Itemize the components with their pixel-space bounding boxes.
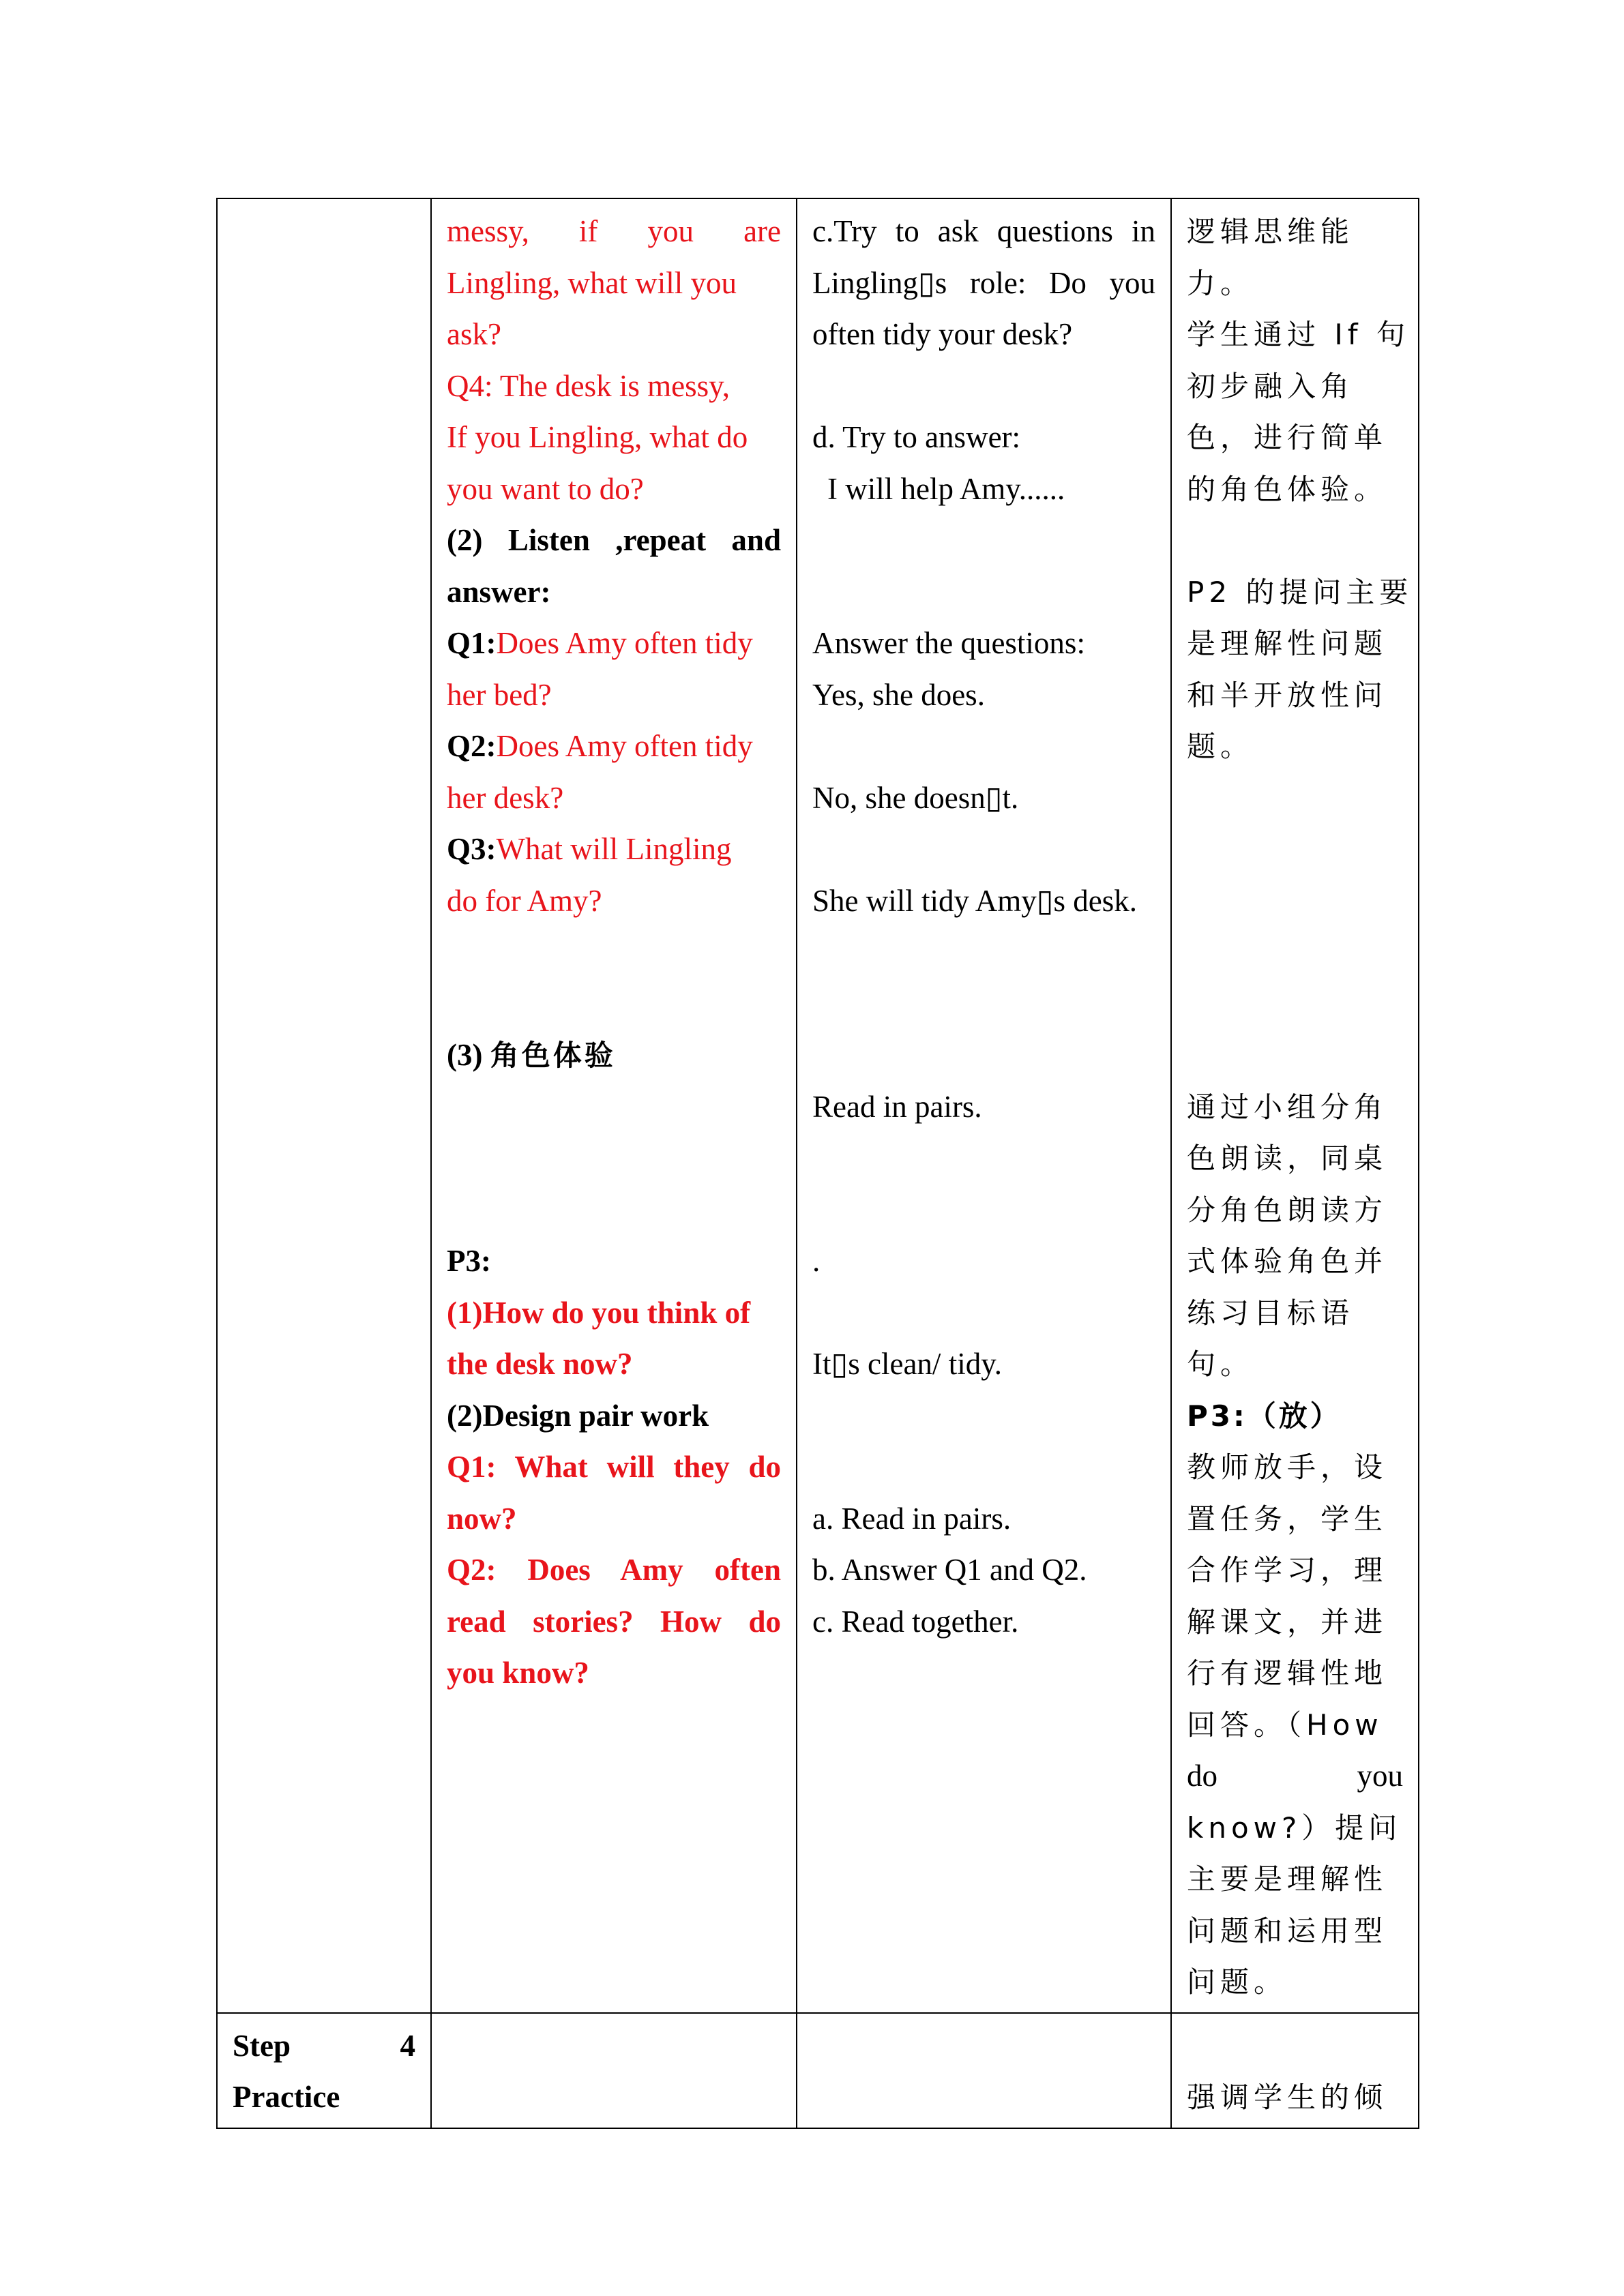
- pair-question-line: Q2: Does Amy often: [447, 1553, 781, 1587]
- question-line: [447, 721, 781, 773]
- q4-text-line: you want to do?: [447, 471, 644, 506]
- step-number: 4: [400, 2028, 415, 2063]
- activity-line: I will help Amy......: [827, 471, 1065, 506]
- activity-line: c.Try to ask questions in: [812, 214, 1155, 248]
- intent-word: you: [1357, 1759, 1403, 1793]
- intent-line: 句。: [1187, 1347, 1254, 1381]
- teacher-activity-cell: [431, 198, 797, 2013]
- intent-line: 力。: [1187, 266, 1254, 300]
- step-label: [233, 2021, 415, 2072]
- teacher-activity-cell: [431, 2013, 797, 2128]
- pair-question-line: now?: [447, 1501, 517, 1536]
- intent-line: 式体验角色并: [1187, 1244, 1388, 1278]
- p3-heading: P3:（放）: [1187, 1399, 1342, 1433]
- p3-label: P3:: [447, 1244, 491, 1278]
- intent-line: 和半开放性问: [1187, 678, 1388, 712]
- question-line: [447, 618, 781, 670]
- intent-line: 通过小组分角: [1187, 1090, 1388, 1124]
- activity-line: .: [812, 1244, 821, 1278]
- answer-heading: Answer the questions:: [812, 626, 1085, 660]
- intent-line: 初步融入角: [1187, 369, 1355, 403]
- activity-line: It▯s clean/ tidy.: [812, 1347, 1003, 1381]
- activity-line: Lingling▯s role: Do you: [812, 265, 1155, 300]
- intent-line: 分角色朗读方: [1187, 1193, 1388, 1227]
- intent-line: 色朗读，同桌: [1187, 1142, 1388, 1175]
- q3-text: What will Lingling: [496, 832, 732, 866]
- role-prefix: (3): [447, 1038, 483, 1072]
- q3-text-cont: do for Amy?: [447, 883, 602, 918]
- lesson-plan-table: [216, 198, 1419, 2129]
- activity-line: d. Try to answer:: [812, 420, 1021, 454]
- intent-line: 色，进行简单: [1187, 421, 1388, 454]
- intent-line: 是理解性问题: [1187, 627, 1388, 660]
- step-cell: [217, 2013, 431, 2128]
- question-line: [447, 824, 781, 876]
- q4-text-line: If you Lingling, what do: [447, 420, 748, 454]
- role-play-heading: [447, 1030, 781, 1082]
- activity-line: often tidy your desk?: [812, 317, 1073, 351]
- answer-line: She will tidy Amy▯s desk.: [812, 883, 1138, 918]
- q3-label: Q3:: [447, 832, 497, 866]
- intent-line: 行有逻辑性地: [1187, 1656, 1388, 1690]
- table-row: [217, 198, 1419, 2013]
- student-activity-cell: [797, 2013, 1171, 2128]
- q2-text-cont: her desk?: [447, 780, 564, 815]
- q4-text-line: Q4: The desk is messy,: [447, 368, 730, 403]
- p3-question-line: the desk now?: [447, 1347, 633, 1381]
- q3-text-line: messy, if you are: [447, 214, 781, 248]
- design-intent-cell: [1171, 198, 1419, 2013]
- intent-line: P2 的提问主要: [1187, 575, 1413, 609]
- design-pair-work: (2)Design pair work: [447, 1398, 709, 1433]
- intent-line: 强调学生的倾: [1187, 2081, 1388, 2114]
- role-text: 角色体验: [490, 1039, 616, 1072]
- q1-text: Does Amy often tidy: [496, 626, 753, 660]
- intent-line: know?）提问: [1187, 1810, 1402, 1845]
- intent-line: 合作学习，理: [1187, 1553, 1388, 1587]
- step-word: Step: [233, 2028, 291, 2063]
- q2-text: Does Amy often tidy: [496, 729, 753, 763]
- intent-line: 学生通过 If 句: [1187, 318, 1410, 351]
- pair-question-line: Q1: What will they do: [447, 1450, 781, 1484]
- step-cell-empty: [217, 198, 431, 2013]
- q3-text-line: ask?: [447, 317, 501, 351]
- activity-line: b. Answer Q1 and Q2.: [812, 1553, 1087, 1587]
- design-intent-cell: [1171, 2013, 1419, 2128]
- listen-heading: answer:: [447, 574, 551, 609]
- q1-label: Q1:: [447, 626, 497, 660]
- answer-line: Yes, she does.: [812, 677, 985, 712]
- q1-text-cont: her bed?: [447, 677, 552, 712]
- table-row: [217, 2013, 1419, 2128]
- intent-line: 问题和运用型: [1187, 1913, 1388, 1948]
- p3-question-line: (1)How do you think of: [447, 1295, 751, 1330]
- intent-line: 回答。（How: [1187, 1708, 1383, 1742]
- intent-line: 置任务，学生: [1187, 1502, 1388, 1536]
- q3-text-line: Lingling, what will you: [447, 265, 737, 300]
- listen-heading: (2) Listen ,repeat and: [447, 523, 781, 557]
- intent-line: 解课文，并进: [1187, 1605, 1388, 1639]
- step-name: Practice: [233, 2080, 340, 2114]
- student-activity-cell: [797, 198, 1171, 2013]
- intent-word: do: [1187, 1759, 1217, 1793]
- activity-line: c. Read together.: [812, 1604, 1019, 1639]
- activity-line: a. Read in pairs.: [812, 1501, 1012, 1536]
- intent-line: 问题。: [1187, 1965, 1288, 1999]
- answer-line: No, she doesn▯t.: [812, 780, 1019, 815]
- intent-line: 的角色体验。: [1187, 472, 1388, 506]
- intent-line: 逻辑思维能: [1187, 215, 1355, 248]
- intent-line: 教师放手，设: [1187, 1450, 1388, 1484]
- intent-line: 题。: [1187, 730, 1254, 763]
- intent-line: 主要是理解性: [1187, 1862, 1388, 1896]
- pair-question-line: you know?: [447, 1656, 589, 1690]
- intent-line: 练习目标语: [1187, 1296, 1355, 1330]
- pair-question-line: read stories? How do: [447, 1604, 781, 1639]
- intent-line-split: [1187, 1750, 1403, 1802]
- q2-label: Q2:: [447, 729, 497, 763]
- activity-line: Read in pairs.: [812, 1089, 982, 1124]
